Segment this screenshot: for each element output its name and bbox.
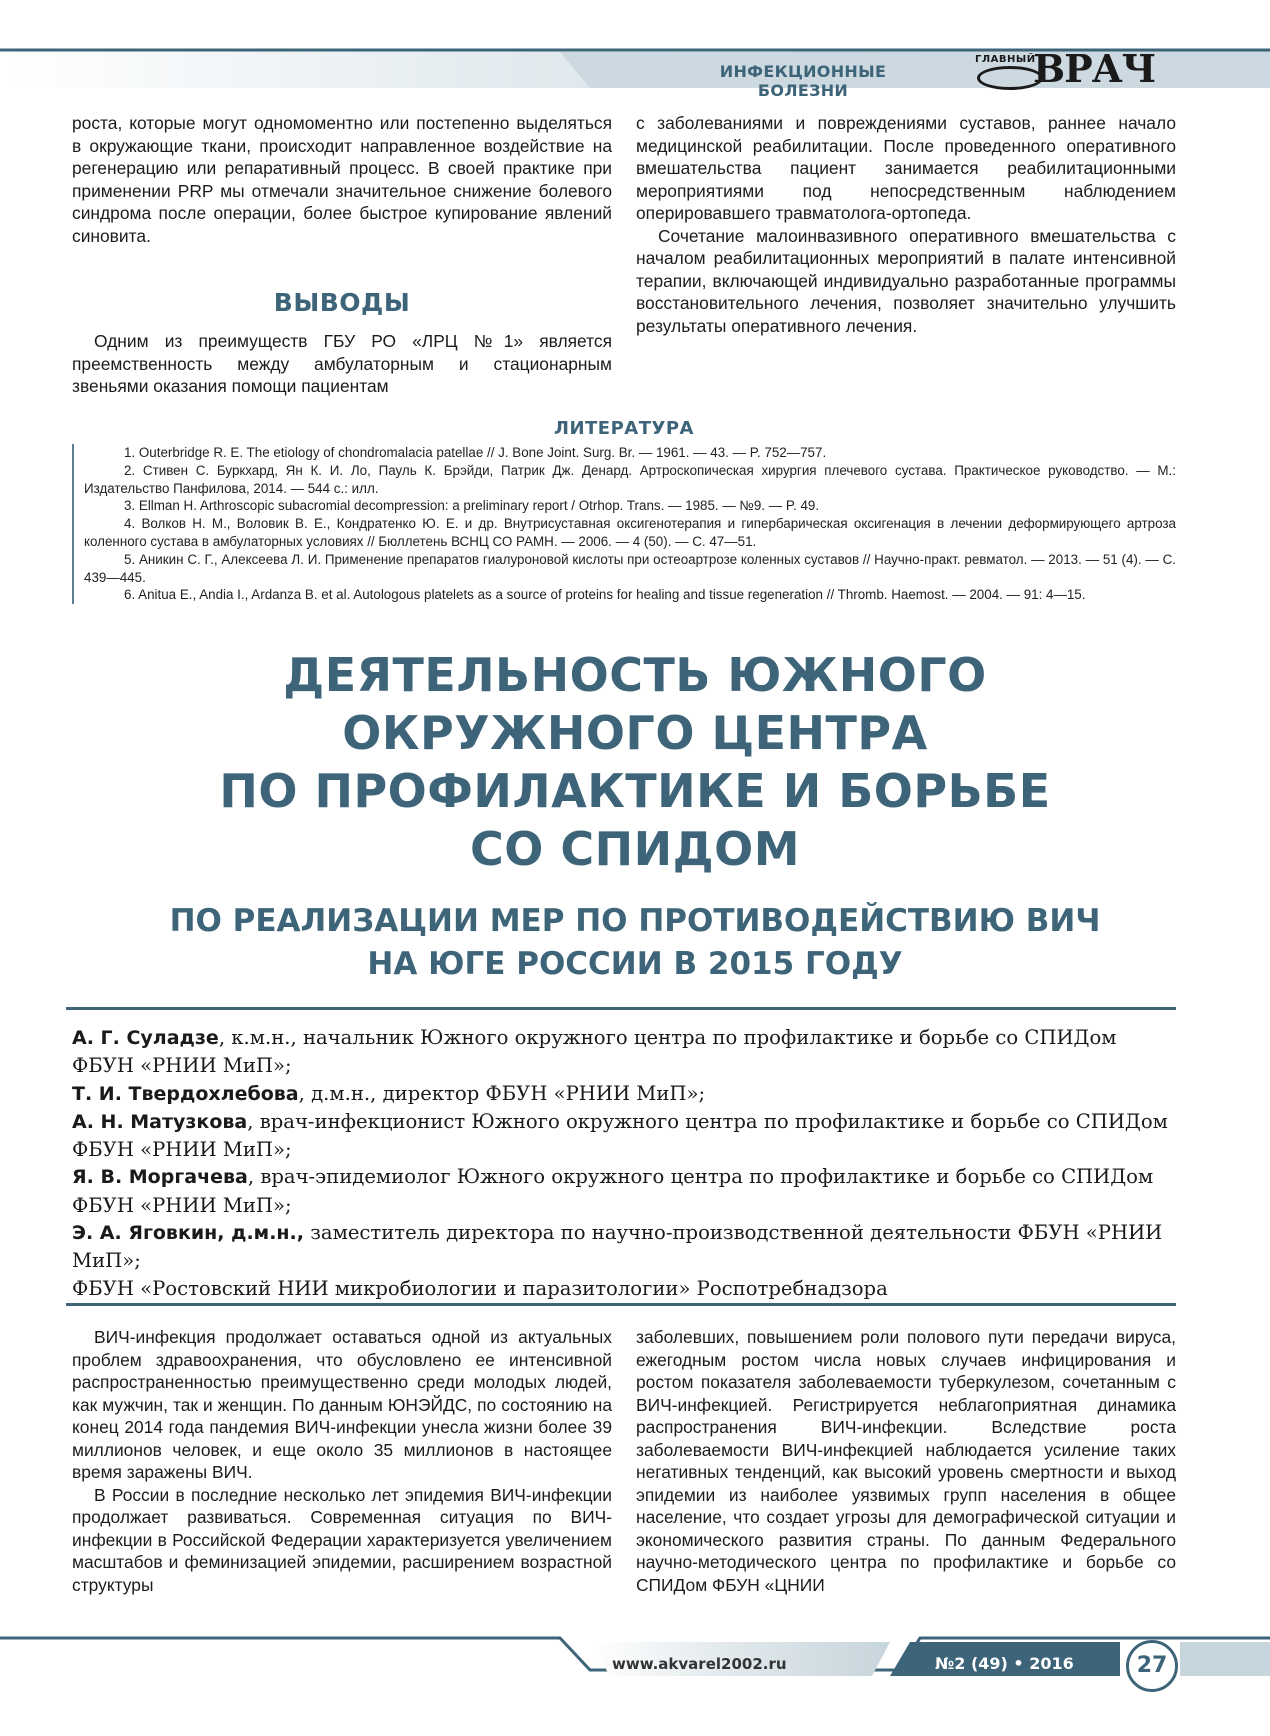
authors-divider [66, 1303, 1176, 1306]
prev-article-left-column-top [72, 112, 612, 247]
author-name: Я. В. Моргачева [72, 1166, 248, 1189]
author-entry [72, 1080, 1176, 1108]
author-role: , д.м.н., директор ФБУН «РНИИ МиП»; [298, 1081, 706, 1105]
author-name: Э. А. Яговкин, д.м.н., [72, 1222, 304, 1245]
author-entry [72, 1219, 1176, 1275]
title-divider [66, 1007, 1176, 1010]
author-entry [72, 1163, 1176, 1219]
author-entry [72, 1108, 1176, 1164]
reference-item: 6. Anitua E., Andia I., Ardanza B. et al. Autologous platelets as a source of proteins for healing and tissue regeneration // Thromb. Haemost. — 2004. — 91: 4—15. [124, 587, 1086, 603]
article-subtitle-line: НА ЮГЕ РОССИИ В 2015 ГОДУ [367, 946, 903, 982]
affiliation: ФБУН «Ростовский НИИ микробиологии и паразитологии» Роспотребнадзора [72, 1276, 888, 1300]
prev-article-right-column [636, 112, 1176, 337]
article-subtitle [40, 900, 1230, 986]
author-role: , к.м.н., начальник Южного окружного центра по профилактике и борьбе со СПИДом ФБУН «РНИИ МиП»; [72, 1026, 1117, 1078]
article-title-line: ПО ПРОФИЛАКТИКЕ И БОРЬБЕ [219, 764, 1051, 818]
author-entry [72, 1024, 1176, 1080]
prev-article-paragraph: роста, которые могут одномоментно или постепенно выделяться в окружающие ткани, происходит направленное воздействие на регенерацию или репаративный процесс. В своей практике при применении PRP мы отмечали значительное снижение болевого синдрома после операции, более быстрое купирование явлений синовита. [72, 113, 612, 246]
reference-item: 3. Ellman H. Arthroscopic subacromial decompression: a preliminary report / Otrhop. Trans. — 1985. — №9. — P. 49. [124, 498, 820, 514]
conclusions-heading: ВЫВОДЫ [273, 288, 411, 317]
body-paragraph: В России в последние несколько лет эпидемия ВИЧ-инфекции продолжает развиваться. Современная ситуация по ВИЧ-инфекции в Российской Федерации характеризуется увеличением масштабов и феминизацией эпидемии, расширением возрастной структуры [72, 1484, 612, 1595]
author-name: А. Г. Суладзе [72, 1027, 219, 1049]
author-role: , врач-эпидемиолог Южного окружного центра по профилактике и борьбе со СПИДом ФБУН «РНИИ МиП»; [72, 1165, 1154, 1217]
article-title-line: ОКРУЖНОГО ЦЕНТРА [342, 706, 928, 760]
prev-article-left-column-bottom [72, 330, 612, 398]
section-label: ИНФЕКЦИОННЫЕ БОЛЕЗНИ [719, 62, 887, 100]
author-role: , врач-инфекционист Южного окружного центра по профилактике и борьбе со СПИДом ФБУН «РНИИ МиП»; [72, 1109, 1168, 1162]
author-role: заместитель директора по научно-производственной деятельности ФБУН «РНИИ МиП»; [72, 1221, 1163, 1273]
article-subtitle-line: ПО РЕАЛИЗАЦИИ МЕР ПО ПРОТИВОДЕЙСТВИЮ ВИЧ [169, 903, 1101, 939]
prev-article-paragraph: с заболеваниями и повреждениями суставов, раннее начало медицинской реабилитации. После проведенного оперативного вмешательства пациент занимается реабилитационными мероприятиями под непосредственным наблюдением оперировавшего травматолога-ортопеда. [636, 113, 1176, 223]
prev-article-paragraph: Одним из преимуществ ГБУ РО «ЛРЦ №1» является преемственность между амбулаторным и стационарным звеньями оказания помощи пациентам [72, 331, 612, 396]
logo-main-text: ВРАЧ [1033, 46, 1156, 91]
issue-label: №2 (49) • 2016 [935, 1654, 1074, 1673]
page-number: 27 [1126, 1640, 1178, 1692]
article-body-right-column [636, 1326, 1176, 1596]
logo-small-text: ГЛАВНЫЙ [975, 54, 1036, 65]
body-paragraph: заболевших, повышением роли полового пути передачи вируса, ежегодным ростом числа новых случаев инфицирования и ростом показателя заболеваемости туберкулезом, сочетанным с ВИЧ-инфекцией. Регистрируется неблагоприятная динамика распространения ВИЧ-инфекции. Вследствие роста заболеваемости ВИЧ-инфекцией наблюдается усиление таких негативных тенденций, как высокий уровень смертности и выход эпидемии из наиболее уязвимых групп населения в общее население, что создает угрозы для демографической ситуации и экономического развития страны. По данным Федерального научно-методического центра по профилактике и борьбе со СПИДом ФБУН «ЦНИИ [636, 1327, 1176, 1595]
journal-logo [975, 46, 1156, 91]
author-name: Т. И. Твердохлебова [72, 1082, 299, 1105]
references-list [72, 444, 1176, 604]
prev-article-paragraph: Сочетание малоинвазивного оперативного вмешательства с началом реабилитационных мероприятий в палате интенсивной терапии, включающей индивидуально разработанные программы восстановительного лечения, позволяет значительно улучшить результаты оперативного лечения. [636, 225, 1176, 336]
reference-item: 1. Outerbridge R. E. The etiology of chondromalacia patellae // J. Bone Joint. Surg. Br. — 1961. — 43. — P. 752—757. [124, 445, 827, 460]
reference-item: 5. Аникин С. Г., Алексеева Л. И. Применение препаратов гиалуроновой кислоты при остеоартрозе коленных суставов // Научно-практ. ревматол. — 2013. — 51 (4). — С. 439—445. [84, 551, 1176, 585]
reference-item: 2. Стивен С. Буркхард, Ян К. И. Ло, Пауль К. Брэйди, Патрик Дж. Денард. Артроскопическая хирургия плечевого сустава. Практическое руководство. — М.: Издательство Панфилова, 2014. — 544 с.: илл. [84, 462, 1176, 496]
references-heading: ЛИТЕРАТУРА [554, 418, 694, 439]
article-title [40, 646, 1230, 878]
authors-block [72, 1024, 1176, 1302]
website-link[interactable]: www.akvarel2002.ru [612, 1655, 787, 1673]
body-paragraph: ВИЧ-инфекция продолжает оставаться одной из актуальных проблем здравоохранения, что обусловлено ее интенсивной распространенностью преимущественно среди молодых людей, как мужчин, так и женщин. По данным ЮНЭЙДС, по состоянию на конец 2014 года пандемия ВИЧ-инфекции унесла жизни более 39 миллионов человек, и еще около 35 миллионов в настоящее время заражены ВИЧ. [72, 1327, 612, 1482]
article-title-line: ДЕЯТЕЛЬНОСТЬ ЮЖНОГО [283, 648, 987, 702]
reference-item: 4. Волков Н. М., Воловик В. Е., Кондратенко Ю. Е. и др. Внутрисуставная оксигенотерапия и гипербарическая оксигенация в лечении деформирующего артроза коленного сустава в амбулаторных условиях // Бюллетень ВСНЦ СО РАМН. — 2006. — 4 (50). — С. 47—51. [84, 516, 1176, 549]
article-title-line: СО СПИДОМ [470, 822, 800, 876]
article-body-left-column [72, 1326, 612, 1596]
author-name: А. Н. Матузкова [72, 1110, 248, 1133]
